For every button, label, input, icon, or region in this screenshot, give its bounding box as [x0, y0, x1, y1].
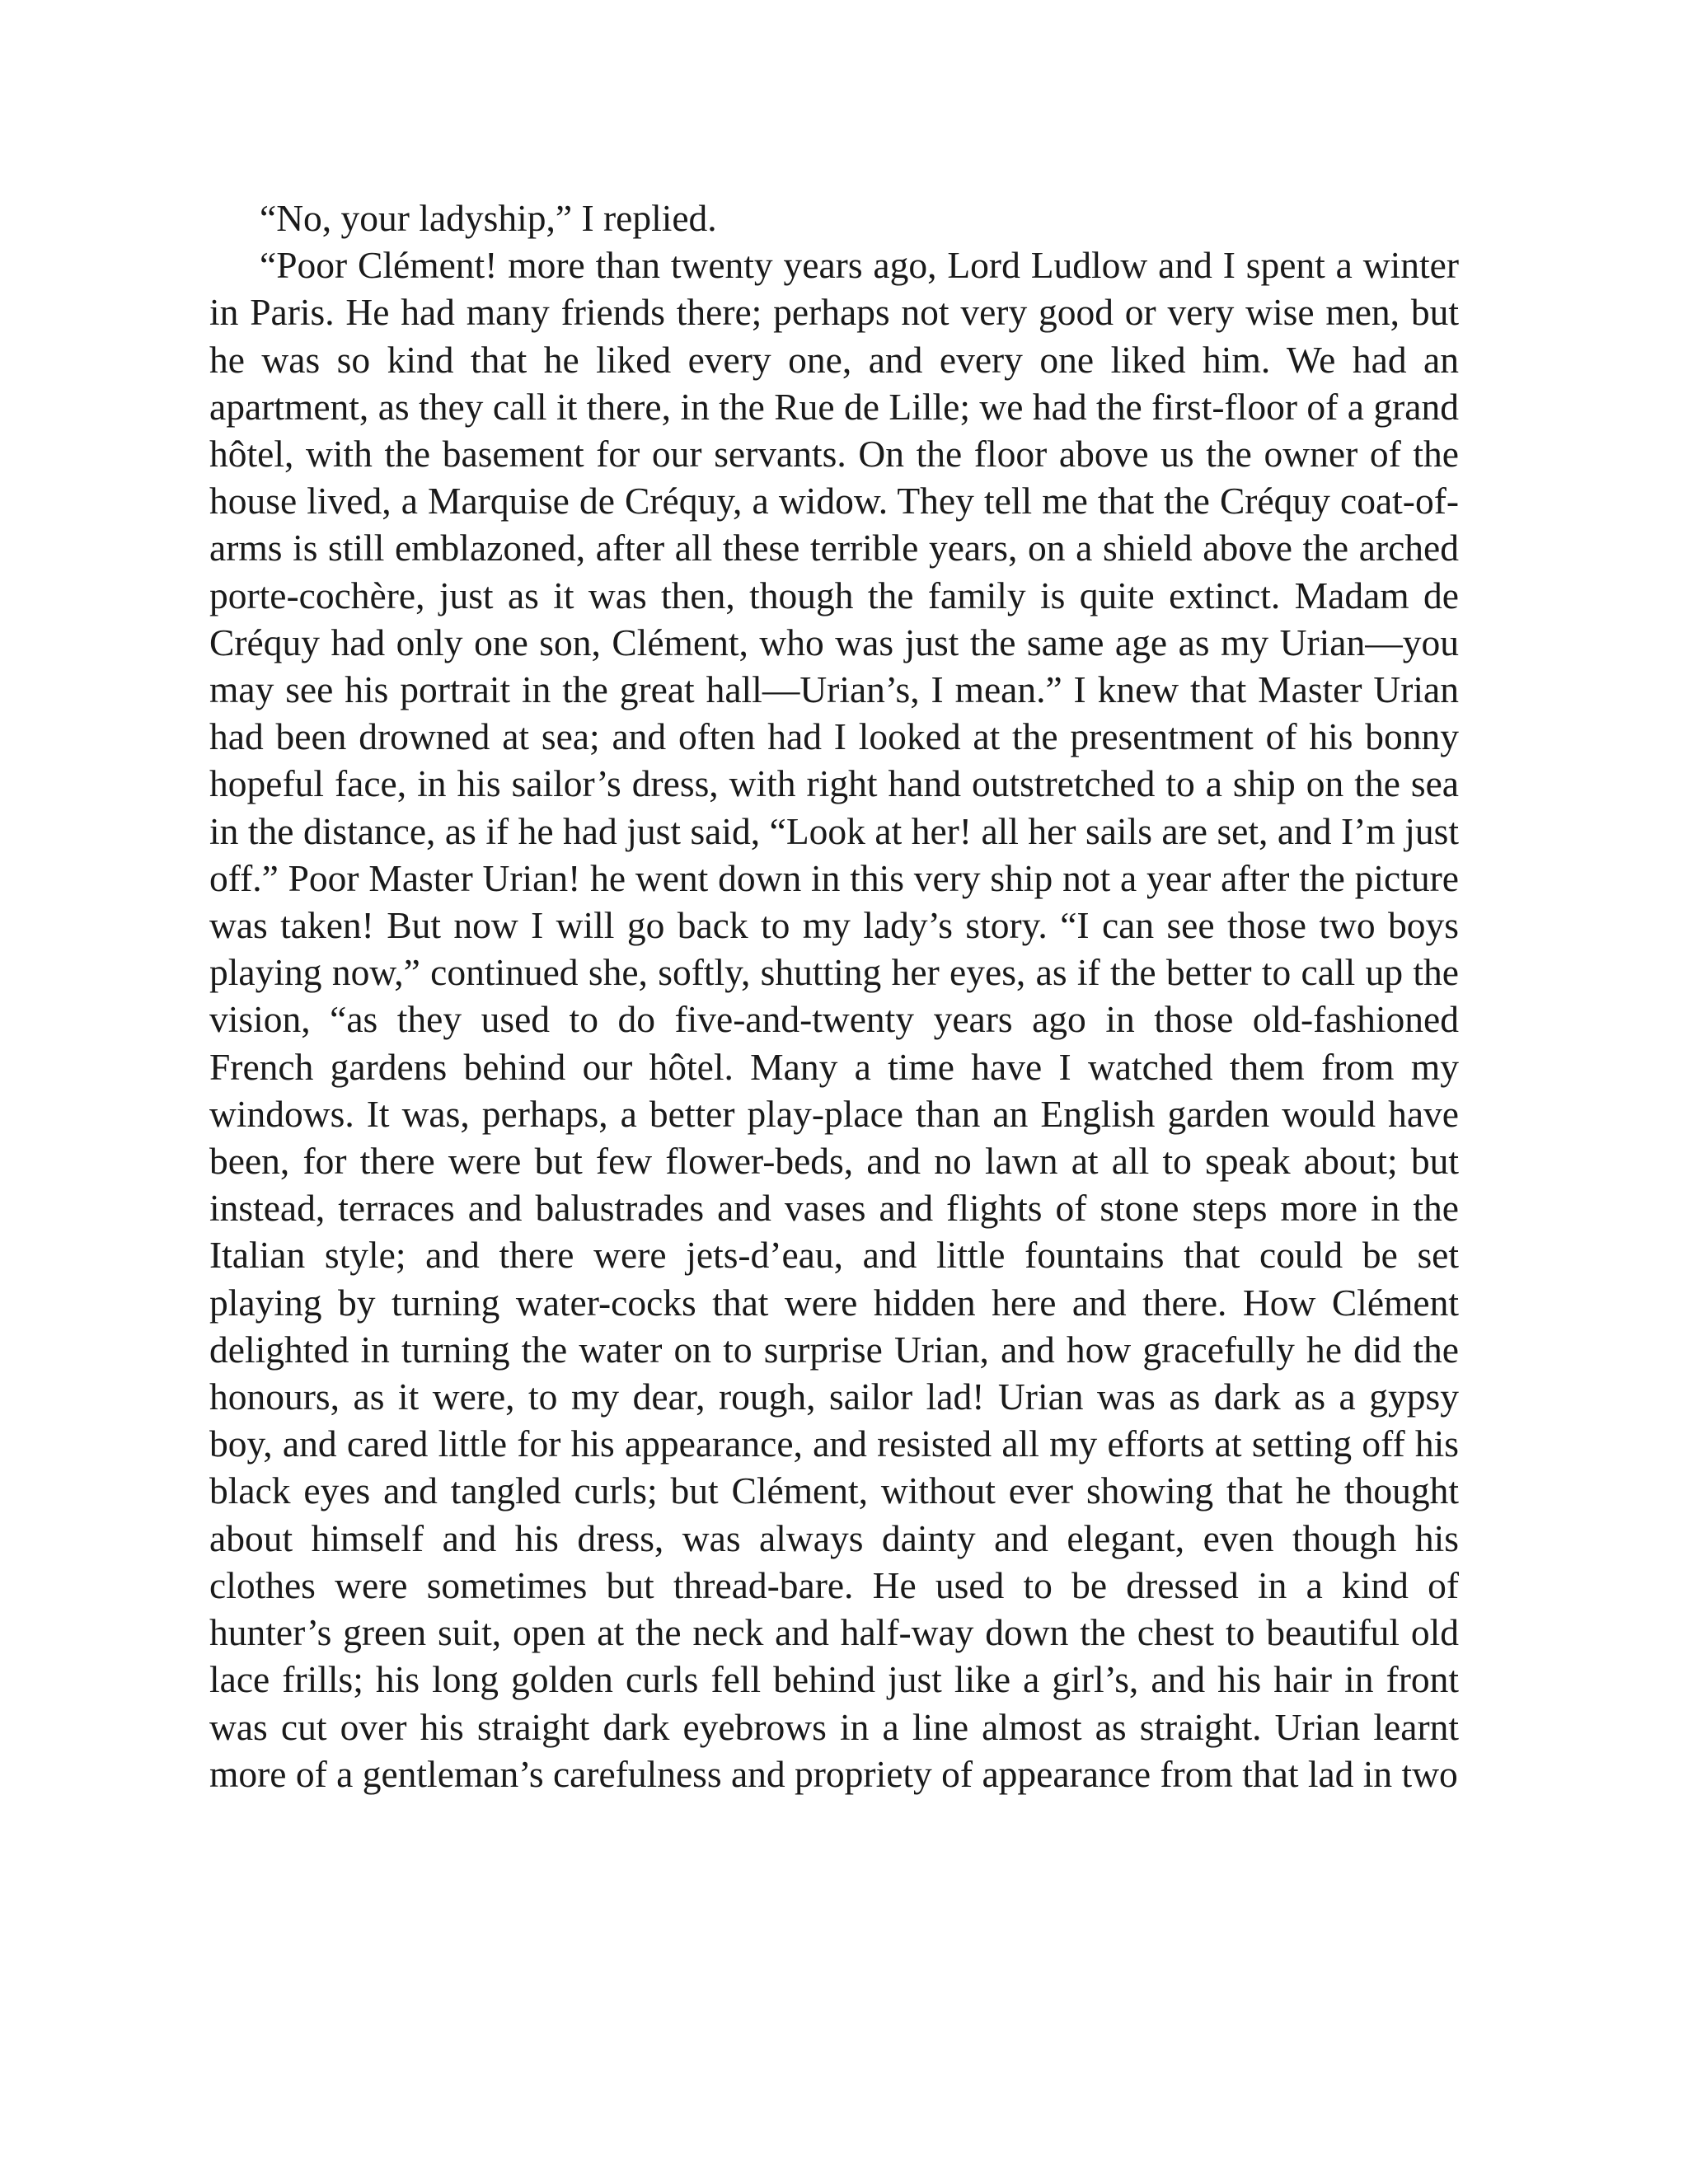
paragraph-story: “Poor Clément! more than twenty years ago, Lord Ludlow and I spent a winter in Paris. He had many friends there; perhaps not very good or very wise men, but he was so kind that he liked every one, and every one liked him. We had an apartment, as they call it there, in the Rue de Lille; we had the first-floor of a grand hôtel, with the basement for our servants. On the floor above us the owner of the house lived, a Marquise de Créquy, a widow. They tell me that the Créquy coat-of-arms is still emblazoned, after all these terrible years, on a shield above the arched porte-cochère, just as it was then, though the family is quite extinct. Madam de Créquy had only one son, Clément, who was just the same age as my Urian—you may see his portrait in the great hall—Urian’s, I mean.” I knew that Master Urian had been drowned at sea; and often had I looked at the presentment of his bonny hopeful face, in his sailor’s dress, with right hand outstretched to a ship on the sea in the distance, as if he had just said, “Look at her! all her sails are set, and I’m just off.” Poor Master Urian! he went down in this very ship not a year after the picture was taken! But now I will go back to my lady’s story. “I can see those two boys playing now,” continued she, softly, shutting her eyes, as if the better to call up the vision, “as they used to do five-and-twenty years ago in those old-fashioned French gardens behind our hôtel. Many a time have I watched them from my windows. It was, perhaps, a better play-place than an English garden would have been, for there were but few flower-beds, and no lawn at all to speak about; but instead, terraces and balustrades and vases and flights of stone steps more in the Italian style; and there were jets-d’eau, and little fountains that could be set playing by turning water-cocks that were hidden here and there. How Clément delighted in turning the water on to surprise Urian, and how gracefully he did the honours, as it were, to my dear, rough, sailor lad! Urian was as dark as a gypsy boy, and cared little for his appearance, and resisted all my efforts at setting off his black eyes and tangled curls; but Clément, without ever showing that he thought about himself and his dress, was always dainty and elegant, even though his clothes were sometimes but thread-bare. He used to be dressed in a kind of hunter’s green suit, open at the neck and half-way down the chest to beautiful old lace frills; his long golden curls fell behind just like a girl’s, and his hair in front was cut over his straight dark eyebrows in a line almost as straight. Urian learnt more of a gentleman’s carefulness and propriety of appearance from that lad in two — [209, 244, 1459, 1795]
paragraph-reply: “No, your ladyship,” I replied. — [260, 197, 717, 239]
body-text — [209, 194, 1459, 1797]
